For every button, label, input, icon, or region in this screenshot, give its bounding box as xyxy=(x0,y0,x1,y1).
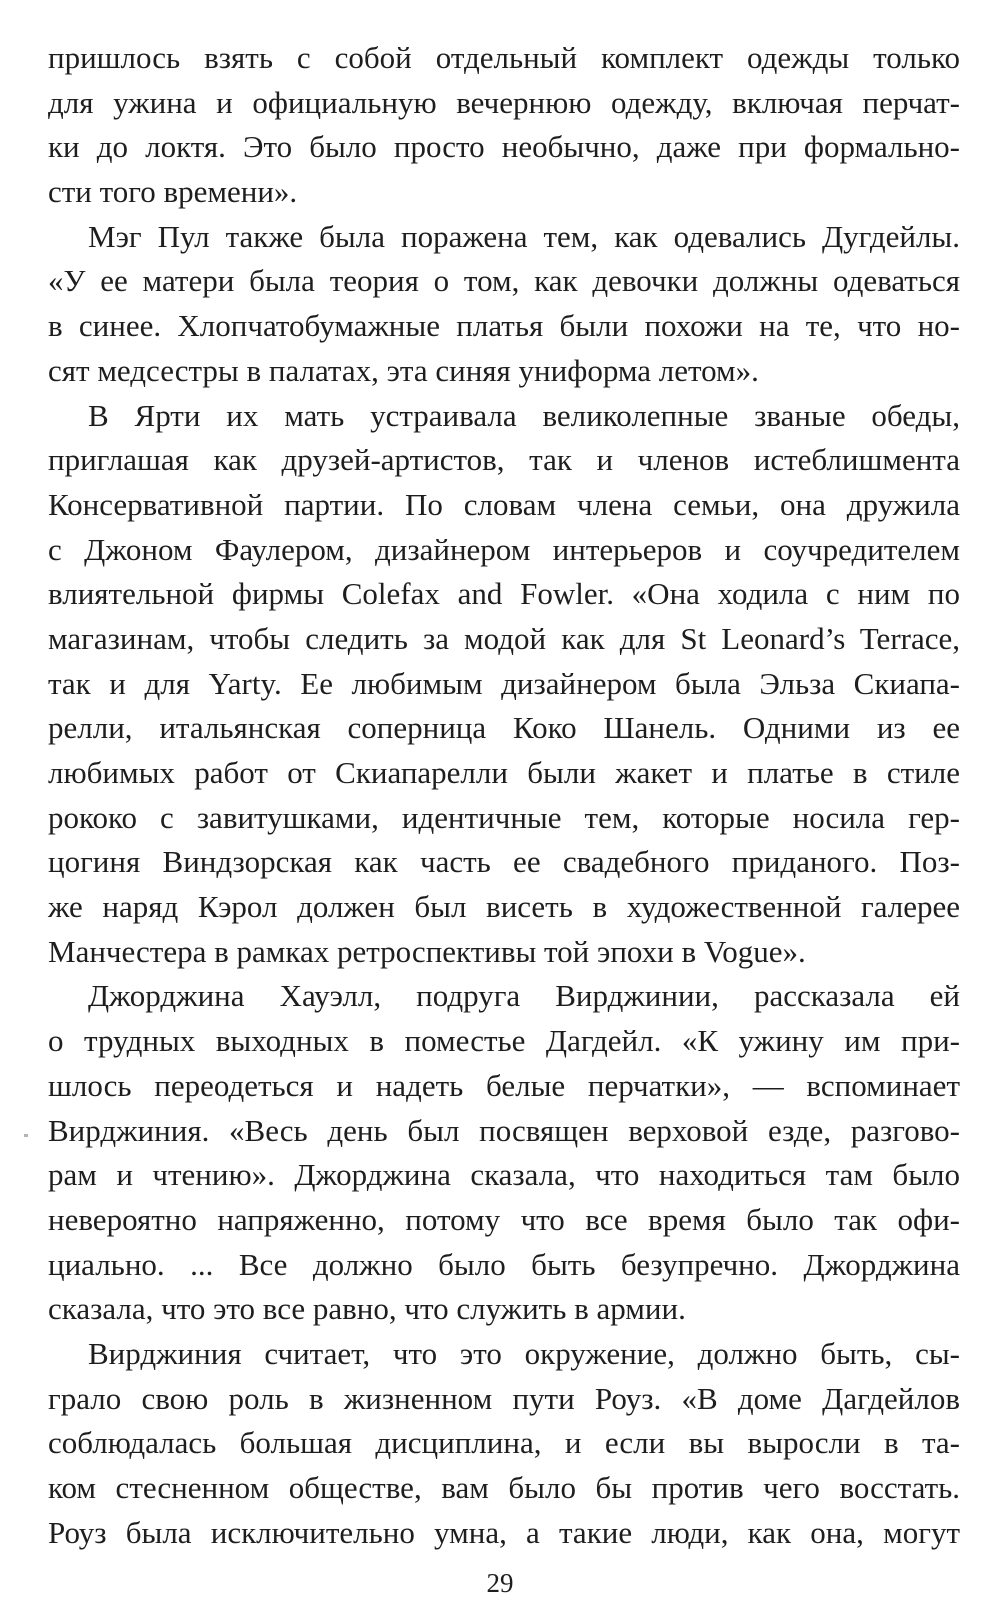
text-line: Манчестера в рамках ретроспективы той эпохи в Vogue». xyxy=(48,933,806,969)
text-line: В Ярти их мать устраивала великолепные званые обеды, xyxy=(88,397,960,433)
margin-mark xyxy=(24,1134,28,1137)
text-line: циально. ... Все должно было быть безупречно. Джорджина xyxy=(48,1246,960,1282)
text-line: любимых работ от Скиапарелли были жакет и платье в стиле xyxy=(48,755,960,790)
text-line: ки до локтя. Это было просто необычно, даже при формально- xyxy=(48,129,960,165)
page-number: 29 xyxy=(486,1568,514,1598)
text-line: приглашая как друзей-артистов, так и членов истеблишмента xyxy=(48,442,960,478)
text-line: шлось переодеться и надеть белые перчатки», — вспоминает xyxy=(48,1067,960,1103)
text-line: сят медсестры в палатах, эта синяя униформа летом». xyxy=(48,352,759,388)
text-line: Вирджиния считает, что это окружение, должно быть, сы- xyxy=(88,1335,960,1371)
text-line: рам и чтению». Джорджина сказала, что находиться там было xyxy=(48,1157,960,1193)
text-line: грало свою роль в жизненном пути Роуз. «В доме Дагдейлов xyxy=(48,1380,960,1416)
text-line: для ужина и официальную вечернюю одежду, включая перчат- xyxy=(48,84,960,120)
text-line: пришлось взять с собой отдельный комплект одежды только xyxy=(48,40,960,75)
text-line: в синее. Хлопчатобумажные платья были похожи на те, что но- xyxy=(48,308,960,344)
text-line: Консервативной партии. По словам члена семьи, она дружила xyxy=(48,486,960,522)
text-line: невероятно напряженно, потому что все время было так офи- xyxy=(48,1201,960,1237)
text-line: Мэг Пул также была поражена тем, как одевались Дугдейлы. xyxy=(88,218,960,254)
text-line: цогиня Виндзорская как часть ее свадебного приданого. Поз- xyxy=(48,844,960,880)
text-line: Вирджиния. «Весь день был посвящен верховой езде, разгово- xyxy=(48,1112,960,1148)
text-line: ком стесненном обществе, вам было бы против чего восстать. xyxy=(48,1470,960,1505)
text-line: влиятельной фирмы Colefax and Fowler. «Она ходила с ним по xyxy=(48,576,960,612)
text-line: сти того времени». xyxy=(48,174,298,210)
text-line: Роуз была исключительно умна, а такие люди, как она, могут xyxy=(48,1514,960,1550)
text-line: так и для Yarty. Ее любимым дизайнером была Эльза Скиапа- xyxy=(48,665,960,701)
text-line: с Джоном Фаулером, дизайнером интерьеров и соучредителем xyxy=(48,531,960,567)
text-line: «У ее матери была теория о том, как девочки должны одеваться xyxy=(48,263,960,299)
text-line: Джорджина Хауэлл, подруга Вирджинии, рассказала ей xyxy=(88,978,960,1014)
text-line: же наряд Кэрол должен был висеть в художественной галерее xyxy=(48,889,960,925)
text-line: соблюдалась большая дисциплина, и если вы выросли в та- xyxy=(48,1425,960,1461)
body-text xyxy=(48,36,960,1555)
text-line: релли, итальянская соперница Коко Шанель. Одними из ее xyxy=(48,710,960,746)
text-line: магазинам, чтобы следить за модой как для St Leonard’s Terrace, xyxy=(48,620,960,656)
text-line: о трудных выходных в поместье Дагдейл. «К ужину им при- xyxy=(48,1023,960,1059)
text-line: рококо с завитушками, идентичные тем, которые носила гер- xyxy=(48,799,960,835)
text-line: сказала, что это все равно, что служить в армии. xyxy=(48,1291,686,1327)
